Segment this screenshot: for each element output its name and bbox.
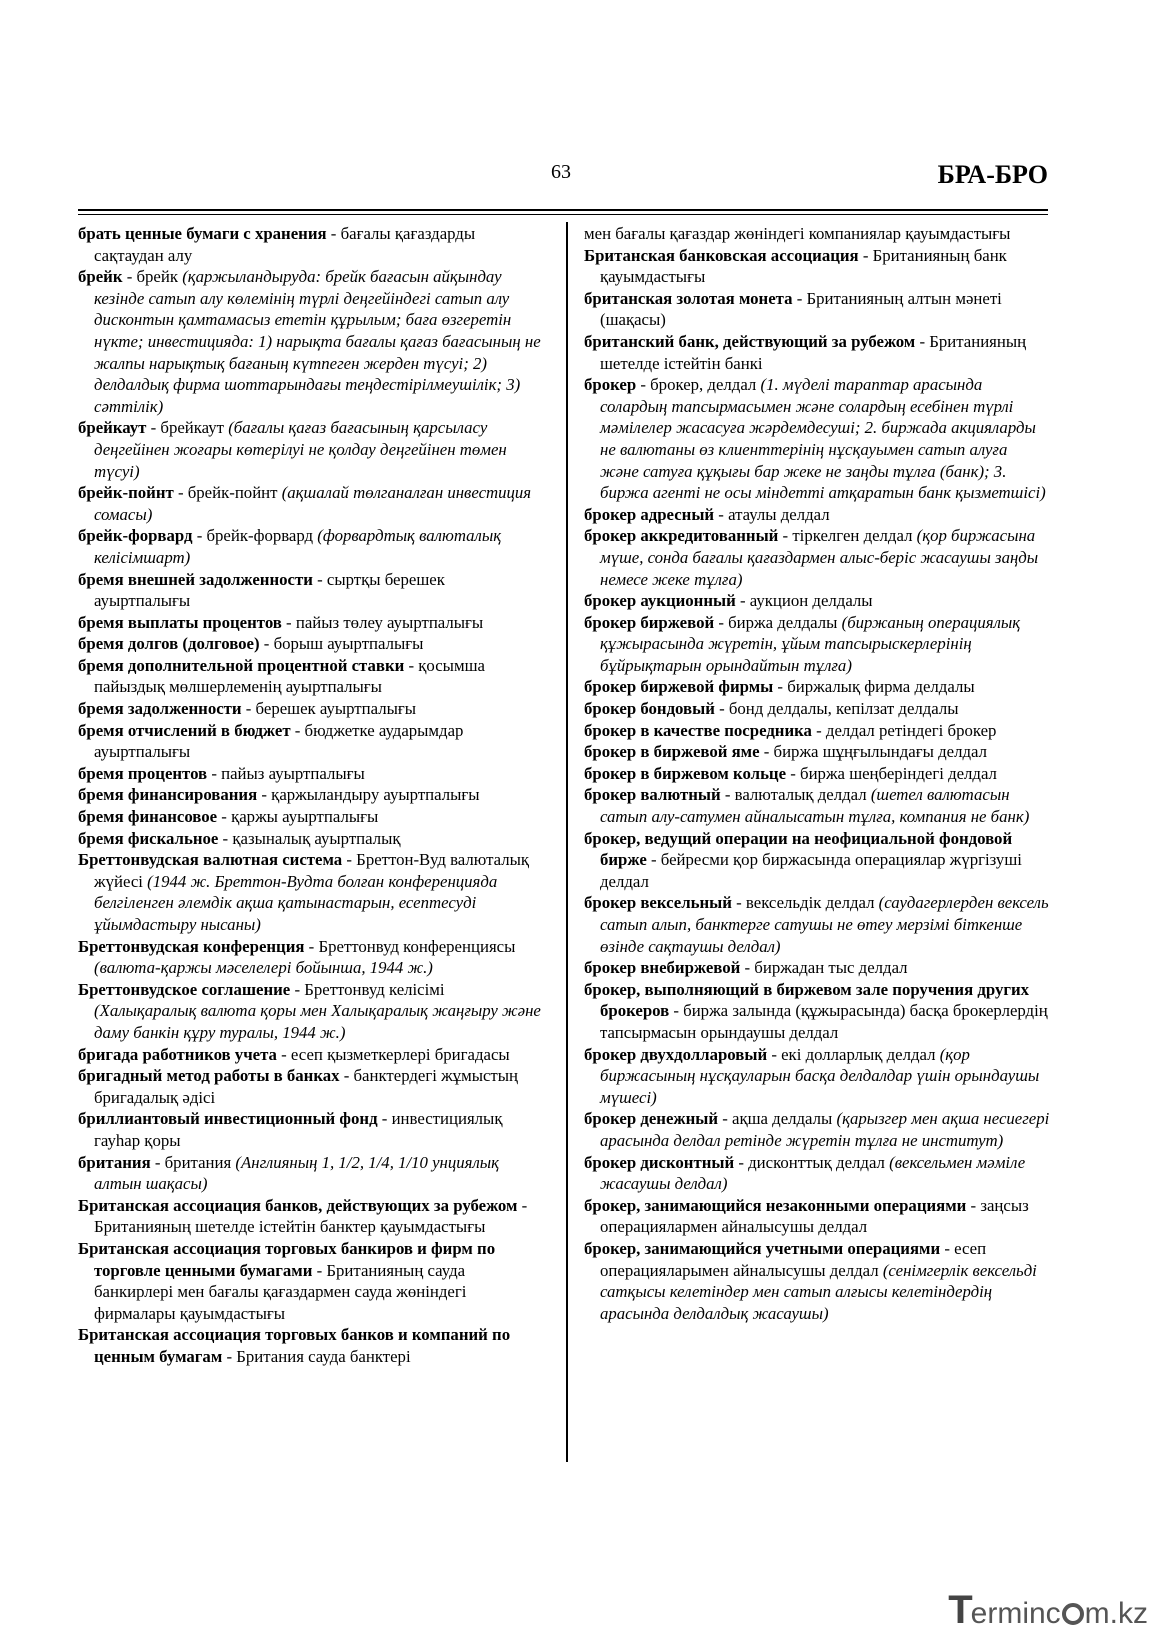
entry-term: британская золотая монета — [584, 288, 793, 308]
entry-term: бремя отчислений в бюджет — [78, 720, 291, 740]
entry-term: брокер бондовый — [584, 699, 715, 719]
dictionary-entry — [78, 806, 542, 828]
left-column — [78, 223, 542, 1367]
entry-definition: - Британияның шетелде істейтін банкі — [600, 331, 1027, 373]
entry-term: брокер в качестве посредника — [584, 720, 812, 740]
dictionary-entry — [584, 720, 1050, 742]
entry-definition: мен бағалы қағаздар жөніндегі компаниялар қауымдастығы — [584, 224, 1011, 243]
header-rule-thin — [78, 214, 1048, 215]
entry-definition: - тіркелген делдал — [778, 526, 917, 546]
entry-definition: - пайыз ауыртпалығы — [207, 763, 365, 783]
dictionary-entry — [584, 1152, 1050, 1195]
dictionary-entry — [78, 633, 542, 655]
entry-definition: - делдал ретіндегі брокер — [811, 720, 997, 740]
dictionary-entry — [78, 417, 542, 482]
entry-definition: - банктердегі жұмыстың бригадалық әдісі — [94, 1066, 519, 1107]
entry-note: (шетел валютасын сатып алу-сатумен айналысатын тұлға, компания не банк) — [600, 785, 1030, 827]
entry-term: брокер адресный — [584, 504, 715, 524]
entry-definition: - биржа шұңғылындағы делдал — [759, 742, 987, 762]
entry-definition: - биржалық фирма делдалы — [773, 677, 975, 697]
entry-term: Британская ассоциация банков, действующих за рубежом — [78, 1195, 518, 1215]
entry-term: брокер, ведущий операции на неофициальной фондовой бирже — [584, 828, 1013, 870]
entry-definition: - қазыналық ауыртпалық — [218, 828, 401, 848]
entry-note: (саудагерлерден вексель сатып алып, банктерге сатушы не өтеу мерзімі біткенше өзінде сақтаушы делдал) — [600, 893, 1049, 956]
entry-definition: - сыртқы берешек ауыртпалығы — [94, 569, 445, 611]
entry-definition: - биржа залында (құжырасында) басқа брокерлердің тапсырмасын орындаушы делдал — [600, 1001, 1048, 1042]
entry-term: брокер аккредитованный — [584, 526, 779, 546]
dictionary-entry — [584, 1195, 1050, 1238]
dictionary-entry — [78, 1238, 542, 1324]
entry-note: (валюта-қаржы мәселелері бойынша, 1944 ж.) — [94, 958, 433, 978]
entry-definition: - биржа делдалы — [714, 612, 842, 632]
entry-term: бригада работников учета — [78, 1044, 277, 1064]
entry-term: брокер, выполняющий в биржевом зале поручения других брокеров — [584, 979, 1030, 1021]
entry-term: бремя дополнительной процентной ставки — [78, 655, 405, 675]
dictionary-entry — [78, 1108, 542, 1151]
entry-term: брокер двухдолларовый — [584, 1044, 768, 1064]
entry-term: брокер биржевой — [584, 612, 715, 632]
dictionary-entry — [78, 1044, 542, 1066]
entry-definition: - Бреттон-Вуд валюталық жүйесі — [94, 850, 530, 891]
entry-term: брокер, занимающийся учетными операциями — [584, 1238, 941, 1258]
entry-note: (Халықаралық валюта қоры мен Халықаралық жаңғыру және даму банкін құру туралы, 1944 ж.) — [94, 1001, 541, 1042]
column-divider — [566, 222, 568, 1462]
entry-note: (қор биржасына мүше, сонда бағалы қағаздармен алыс-беріс жасаушы заңды немесе жеке тұлға) — [600, 526, 1039, 589]
entry-term: Британская ассоциация торговых банкиров и фирм по торговле ценными бумагами — [78, 1238, 496, 1280]
dictionary-entry — [78, 698, 542, 720]
entry-term: бриллиантовый инвестиционный фонд — [78, 1109, 378, 1129]
entry-definition: - бюджетке аударымдар ауыртпалығы — [94, 720, 464, 762]
dictionary-entry — [584, 763, 1050, 785]
dictionary-entry — [78, 828, 542, 850]
entry-definition: - вексельдік делдал — [731, 893, 879, 913]
dictionary-entry — [584, 828, 1050, 893]
dictionary-entry — [78, 482, 542, 525]
entry-definition: - валюталық делдал — [720, 785, 871, 805]
dictionary-entry — [78, 655, 542, 698]
entry-definition: - инвестициялық гауһар қоры — [94, 1109, 503, 1150]
entry-definition: - бонд делдалы, кепілзат делдалы — [714, 699, 959, 719]
dictionary-entry — [78, 1065, 542, 1108]
dictionary-entry — [78, 763, 542, 785]
site-logo: T erminc m.kz — [948, 1588, 1148, 1632]
dictionary-entry — [78, 936, 542, 979]
entry-definition: - заңсыз операциялармен айналысушы делдал — [600, 1195, 1029, 1237]
entry-definition: - есеп қызметкерлері бригадасы — [276, 1044, 510, 1064]
dictionary-entry — [78, 784, 542, 806]
entry-definition: - биржа шеңберіндегі делдал — [786, 763, 997, 783]
dictionary-entry — [584, 288, 1050, 331]
entry-term: британия — [78, 1152, 151, 1172]
dictionary-entry — [584, 525, 1050, 590]
entry-definition: - қаржыландыру ауыртпалығы — [257, 785, 480, 805]
entry-term: Бреттонвудское соглашение — [78, 979, 291, 999]
entry-definition: - дисконттық делдал — [734, 1152, 890, 1172]
right-column — [584, 223, 1050, 1324]
entry-term: Бреттонвудская конференция — [78, 936, 305, 956]
entry-term: брокер денежный — [584, 1109, 719, 1129]
entry-definition: - Британия сауда банктері — [222, 1346, 411, 1366]
entry-note: (сенімгерлік вексельді сатқысы келетіндер мен сатып алғысы келетіндердің арасында делдалдық жасаушы) — [600, 1260, 1037, 1323]
dictionary-entry — [584, 741, 1050, 763]
entry-definition: - Британияның банк қауымдастығы — [600, 245, 1007, 287]
entry-term: брокер дисконтный — [584, 1152, 735, 1172]
dictionary-entry — [584, 504, 1050, 526]
entry-term: брейк-форвард — [78, 526, 193, 546]
dictionary-entry — [584, 892, 1050, 957]
entry-definition: - Бреттонвуд конференциясы — [304, 936, 516, 956]
dictionary-entry — [584, 331, 1050, 374]
dictionary-entry — [584, 1044, 1050, 1109]
entry-note: (вексельмен мәміле жасаушы делдал) — [600, 1152, 1026, 1194]
entry-definition: - аукцион делдалы — [735, 591, 873, 611]
entry-definition: - борыш ауыртпалығы — [259, 634, 424, 654]
entry-term: брокер — [584, 375, 637, 395]
entry-term: брокер валютный — [584, 785, 721, 805]
entry-term: бремя внешней задолженности — [78, 569, 313, 589]
entry-definition: - екі долларлық делдал — [767, 1044, 940, 1064]
entry-note: (форвардтық валюталық келісімшарт) — [94, 526, 502, 567]
entry-term: бригадный метод работы в банках — [78, 1066, 340, 1086]
entry-note: (қаржыландыруда: брейк бағасын айқындау кезінде сатып алу көлемінің түрлі деңгейіндегі сатып алу дисконтын қамтамасыз ететін құрылым; баға өзгеретін нүкте; инвестицияда: 1) нарықта бағалы қағаз бағасының не жалпы нарықтық бағаның күтпеген жерден түсуі; 2) делдалдық фирма шоттарындағы теңдестірілмеушілік; 3) сәттілік) — [94, 267, 541, 416]
dictionary-entry — [584, 612, 1050, 677]
dictionary-entry — [78, 525, 542, 568]
entry-term: брокер в биржевой яме — [584, 742, 760, 762]
entry-definition: - брейкаут — [146, 418, 229, 438]
entry-note: (бағалы қағаз бағасының қарсыласу деңгейінен жоғары көтерілуі не қолдау деңгейінен төмен түсуі) — [94, 418, 507, 481]
entry-term: брать ценные бумаги с хранения — [78, 224, 327, 243]
entry-definition: - британия — [150, 1152, 236, 1172]
entry-term: брокер биржевой фирмы — [584, 677, 774, 697]
entry-definition: - Британияның сауда банкирлері мен бағалы қағаздармен сауда жөніндегі фирмалары қауымдастығы — [94, 1260, 467, 1323]
entry-definition: - биржадан тыс делдал — [740, 958, 908, 978]
page-number: 63 — [551, 161, 571, 183]
entry-term: брокер вексельный — [584, 893, 732, 913]
entry-term: Британская ассоциация торговых банков и компаний по ценным бумагам — [78, 1325, 511, 1366]
dictionary-entry — [584, 245, 1050, 288]
dictionary-entry — [78, 569, 542, 612]
entry-definition: - брейк — [122, 267, 183, 287]
entry-definition: - брейк-форвард — [192, 526, 318, 546]
entry-term: Бреттонвудская валютная система — [78, 850, 343, 870]
dictionary-entry — [584, 979, 1050, 1044]
dictionary-entry — [584, 957, 1050, 979]
entry-definition: - Британияның шетелде істейтін банктер қауымдастығы — [94, 1195, 528, 1237]
dictionary-entry — [78, 849, 542, 935]
logo-circle-icon — [1062, 1603, 1084, 1625]
entry-term: бремя процентов — [78, 763, 208, 783]
entry-term: брокер внебиржевой — [584, 958, 741, 978]
entry-note: (ақшалай төлганалған инвестиция сомасы) — [94, 483, 532, 524]
entry-term: бремя фискальное — [78, 828, 219, 848]
dictionary-entry — [78, 720, 542, 763]
entry-term: бремя выплаты процентов — [78, 612, 282, 632]
entry-definition: - брейк-пойнт — [173, 483, 282, 503]
dictionary-entry — [78, 266, 542, 417]
entry-definition: - берешек ауыртпалығы — [241, 699, 417, 719]
entry-term: брейк — [78, 267, 123, 287]
entry-note: (1944 ж. Бреттон-Вудта болған конференцияда белгіленген әлемдік ақша қатынастарын, есептесуді ұйымдастыру нысаны) — [94, 871, 498, 934]
dictionary-entry — [78, 1152, 542, 1195]
dictionary-entry — [584, 1238, 1050, 1324]
dictionary-entry — [584, 374, 1050, 504]
entry-term: брокер, занимающийся незаконными операциями — [584, 1195, 967, 1215]
dictionary-entry — [584, 698, 1050, 720]
dictionary-entry — [78, 1195, 542, 1238]
dictionary-entry — [584, 784, 1050, 827]
entry-definition: - есеп операцияларымен айналысушы делдал — [600, 1238, 987, 1280]
dictionary-entry — [78, 979, 542, 1044]
entry-term: бремя задолженности — [78, 699, 242, 719]
entry-note: (Англияның 1, 1/2, 1/4, 1/10 унциялық алтын шақасы) — [94, 1152, 499, 1194]
dictionary-entry — [78, 612, 542, 634]
entry-term: брейк-пойнт — [78, 483, 174, 503]
entry-definition: - қосымша пайыздық мөлшерлеменің ауыртпалығы — [94, 655, 485, 697]
entry-note: (қор биржасының нұсқауларын басқа делдалдар үшін орындаушы мүшесі) — [600, 1044, 1040, 1107]
dictionary-entry — [584, 1108, 1050, 1151]
dictionary-entry — [584, 590, 1050, 612]
entry-term: бремя финансирования — [78, 785, 258, 805]
entry-note: (биржаның операциялық құжырасында жүретін, ұйым тапсырыскерлерінің бұйрықтарын орындайтын тұлға) — [600, 612, 1021, 675]
entry-definition: - брокер, делдал — [636, 375, 761, 395]
entry-term: брейкаут — [78, 418, 147, 438]
entry-term: брокер в биржевом кольце — [584, 763, 787, 783]
entry-definition: - бейресми қор биржасында операциялар жүргізуші делдал — [600, 850, 1022, 891]
entry-definition: - пайыз төлеу ауыртпалығы — [281, 612, 484, 632]
dictionary-entry — [78, 223, 542, 266]
entry-term: брокер аукционный — [584, 591, 736, 611]
header-rule-thick — [78, 209, 1048, 211]
dictionary-entry — [584, 676, 1050, 698]
entry-term: Британская банковская ассоциация — [584, 245, 859, 265]
entry-definition: - Британияның алтын мәнеті (шақасы) — [600, 288, 1002, 330]
entry-definition: - ақша делдалы — [718, 1109, 837, 1129]
entry-term: бремя финансовое — [78, 807, 218, 827]
dictionary-entry — [78, 1324, 542, 1367]
entry-definition: - атаулы делдал — [714, 504, 830, 524]
entry-term: бремя долгов (долговое) — [78, 634, 260, 654]
entry-note: (қарызгер мен ақша несиегері арасында делдал ретінде жүретін тұлға не институт) — [600, 1109, 1050, 1150]
entry-term: британский банк, действующий за рубежом — [584, 331, 916, 351]
entry-definition: - Бреттонвуд келісімі — [290, 979, 445, 999]
entry-definition: - бағалы қағаздарды сақтаудан алу — [94, 224, 476, 265]
section-title: БРА-БРО — [937, 160, 1048, 189]
entry-definition: - қаржы ауыртпалығы — [217, 807, 379, 827]
entry-note: (1. мүделі тараптар арасында солардың тапсырмасымен және солардың есебінен түрлі мәмілелер жасасуға жәрдемдесуші; 2. биржада акцияларды не валютаны өз клиенттерінің нұсқауымен сатып алуға және сатуға құқығы бар жеке не заңды тұлға (банк); 3. биржа агенті не осы міндетті атқаратын банк қызметшісі) — [600, 375, 1046, 503]
dictionary-entry — [584, 223, 1050, 245]
